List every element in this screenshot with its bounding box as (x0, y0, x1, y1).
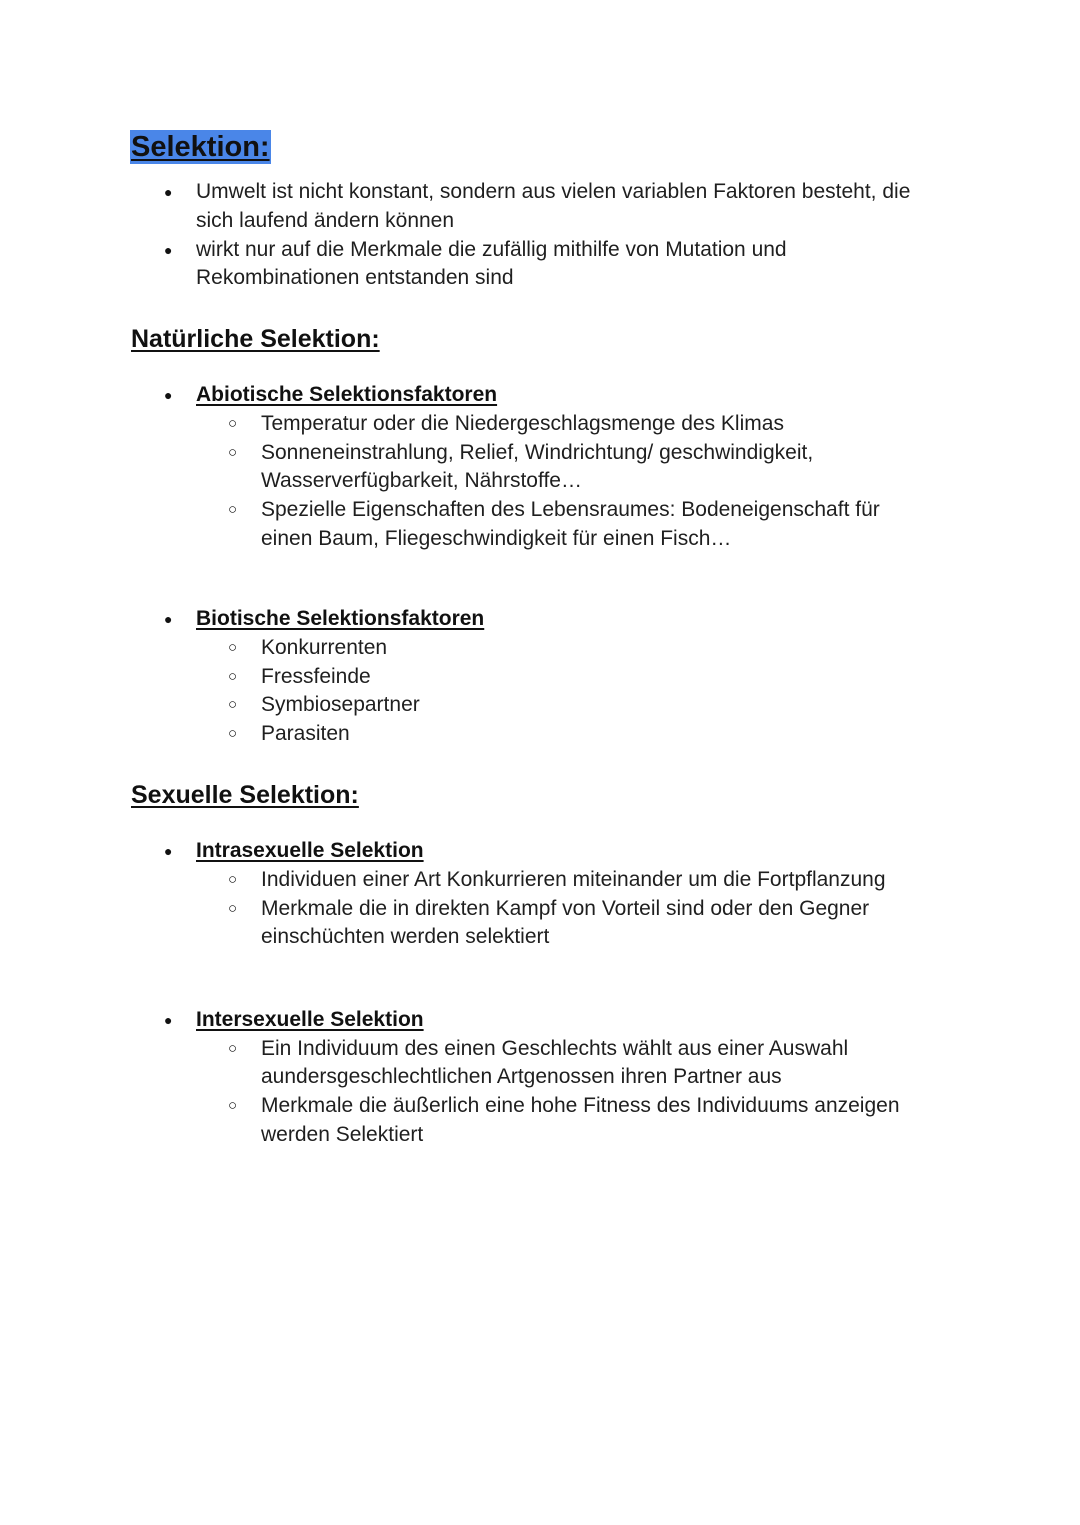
bullet-circle-icon: ○ (228, 696, 238, 713)
bullet-circle-icon: ○ (228, 1097, 238, 1114)
main-heading: Selektion: (131, 131, 270, 163)
abiotic-item-1: Temperatur oder die Niedergeschlagsmenge des Klimas (261, 412, 784, 435)
inter-item-2-line-2: werden Selektiert (261, 1123, 424, 1146)
abiotic-item-2-line-2: Wasserverfügbarkeit, Nährstoffe… (261, 469, 582, 492)
natural-selection-heading: Natürliche Selektion: (131, 325, 380, 353)
bullet-dot-icon: ● (164, 1012, 173, 1028)
biotic-item-4: Parasiten (261, 722, 350, 745)
bullet-circle-icon: ○ (228, 639, 238, 656)
inter-item-2-line-1: Merkmale die äußerlich eine hohe Fitness des Individuums anzeigen (261, 1094, 900, 1117)
bullet-circle-icon: ○ (228, 501, 238, 518)
abiotic-item-3-line-2: einen Baum, Fliegeschwindigkeit für einen Fisch… (261, 527, 732, 550)
bullet-circle-icon: ○ (228, 444, 238, 461)
bullet-circle-icon: ○ (228, 871, 238, 888)
biotic-factors-label: Biotische Selektionsfaktoren (196, 607, 485, 630)
biotic-item-1: Konkurrenten (261, 636, 388, 659)
intro-bullet-2-line-1: wirkt nur auf die Merkmale die zufällig mithilfe von Mutation und (196, 238, 787, 261)
bullet-circle-icon: ○ (228, 668, 238, 685)
bullet-dot-icon: ● (164, 843, 173, 859)
intra-item-1: Individuen einer Art Konkurrieren miteinander um die Fortpflanzung (261, 868, 886, 891)
bullet-circle-icon: ○ (228, 725, 238, 742)
bullet-circle-icon: ○ (228, 1040, 238, 1057)
biotic-item-2: Fressfeinde (261, 665, 371, 688)
abiotic-item-3-line-1: Spezielle Eigenschaften des Lebensraumes: Bodeneigenschaft für (261, 498, 880, 521)
bullet-dot-icon: ● (164, 184, 173, 200)
bullet-dot-icon: ● (164, 242, 173, 258)
intro-bullet-1-line-2: sich laufend ändern können (196, 209, 455, 232)
bullet-dot-icon: ● (164, 611, 173, 627)
intersexual-label: Intersexuelle Selektion (196, 1008, 424, 1031)
abiotic-factors-label: Abiotische Selektionsfaktoren (196, 383, 498, 406)
bullet-circle-icon: ○ (228, 900, 238, 917)
bullet-dot-icon: ● (164, 387, 173, 403)
inter-item-1-line-1: Ein Individuum des einen Geschlechts wählt aus einer Auswahl (261, 1037, 849, 1060)
intra-item-2-line-2: einschüchten werden selektiert (261, 925, 550, 948)
sexual-selection-heading: Sexuelle Selektion: (131, 781, 359, 809)
intrasexual-label: Intrasexuelle Selektion (196, 839, 424, 862)
intro-bullet-2-line-2: Rekombinationen entstanden sind (196, 266, 514, 289)
bullet-circle-icon: ○ (228, 415, 238, 432)
intro-bullet-1-line-1: Umwelt ist nicht konstant, sondern aus vielen variablen Faktoren besteht, die (196, 180, 911, 203)
abiotic-item-2-line-1: Sonneneinstrahlung, Relief, Windrichtung/ geschwindigkeit, (261, 441, 814, 464)
biotic-item-3: Symbiosepartner (261, 693, 420, 716)
inter-item-1-line-2: aundersgeschlechtlichen Artgenossen ihren Partner aus (261, 1065, 782, 1088)
intra-item-2-line-1: Merkmale die in direkten Kampf von Vorteil sind oder den Gegner (261, 897, 870, 920)
